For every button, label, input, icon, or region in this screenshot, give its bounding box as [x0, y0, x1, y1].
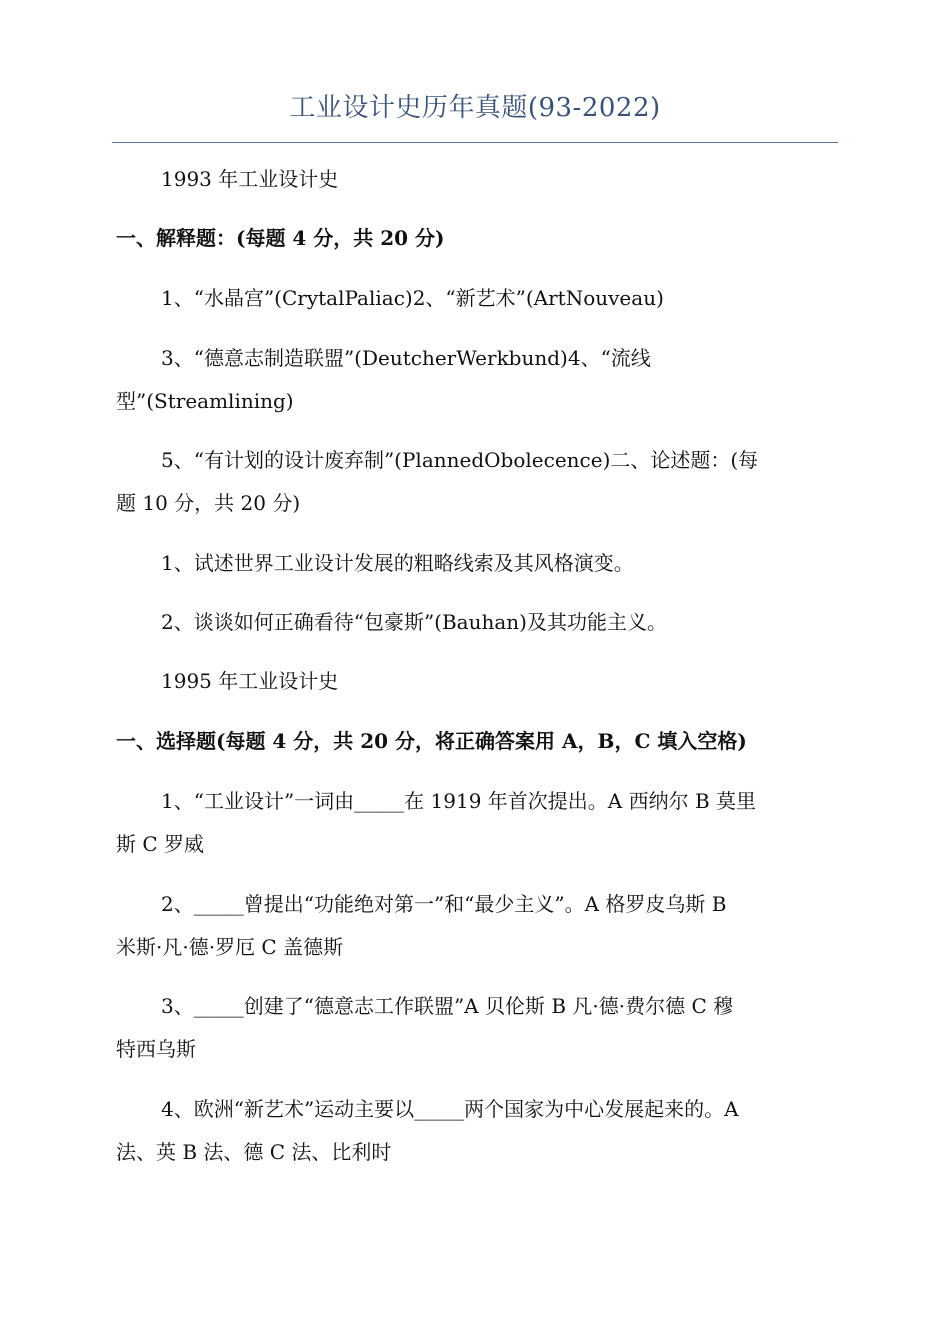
text-line: 3、_____创建了“德意志工作联盟”A 贝伦斯 B 凡·德·费尔德 C 穆	[161, 994, 734, 1018]
question-item	[116, 439, 828, 525]
text-line: 5、“有计划的设计废弃制”(PlannedObolecence)二、论述题：(每	[161, 448, 759, 472]
text-line: 一、解释题：(每题 4 分，共 20 分)	[116, 226, 445, 250]
text-line: 1、“水晶宫”(CrytalPaliac)2、“新艺术”(ArtNouveau)	[161, 286, 664, 310]
question-item	[116, 1088, 828, 1174]
question-type-heading	[116, 720, 828, 763]
text-line: 特西乌斯	[116, 1037, 196, 1061]
question-item	[116, 542, 828, 585]
text-line: 法、英 B 法、德 C 法、比利时	[116, 1140, 392, 1164]
text-line: 4、欧洲“新艺术”运动主要以_____两个国家为中心发展起来的。A	[161, 1097, 739, 1121]
text-line: 3、“德意志制造联盟”(DeutcherWerkbund)4、“流线	[161, 346, 651, 370]
section-heading-1993	[116, 158, 828, 201]
question-item	[116, 883, 828, 969]
section-heading-1995	[116, 660, 828, 703]
text-line: 2、_____曾提出“功能绝对第一”和“最少主义”。A 格罗皮乌斯 B	[161, 892, 727, 916]
text-line: 2、谈谈如何正确看待“包豪斯”(Bauhan)及其功能主义。	[161, 610, 667, 634]
document-title: 工业设计史历年真题(93-2022)	[289, 93, 661, 123]
text-line: 1995 年工业设计史	[161, 669, 339, 693]
text-line: 型”(Streamlining)	[116, 389, 294, 413]
question-type-heading	[116, 217, 828, 260]
question-item	[116, 337, 828, 423]
text-line: 一、选择题(每题 4 分，共 20 分，将正确答案用 A，B，C 填入空格)	[116, 729, 747, 753]
text-line: 1、试述世界工业设计发展的粗略线索及其风格演变。	[161, 551, 634, 575]
question-item	[116, 985, 828, 1071]
question-item	[116, 780, 828, 866]
question-item	[116, 277, 828, 320]
question-item	[116, 601, 828, 644]
text-line: 米斯·凡·德·罗厄 C 盖德斯	[116, 935, 344, 959]
title-divider	[112, 142, 838, 143]
text-line: 斯 C 罗威	[116, 832, 205, 856]
text-line: 1993 年工业设计史	[161, 167, 339, 191]
text-line: 1、“工业设计”一词由_____在 1919 年首次提出。A 西纳尔 B 莫里	[161, 789, 756, 813]
text-line: 题 10 分，共 20 分)	[116, 491, 301, 515]
